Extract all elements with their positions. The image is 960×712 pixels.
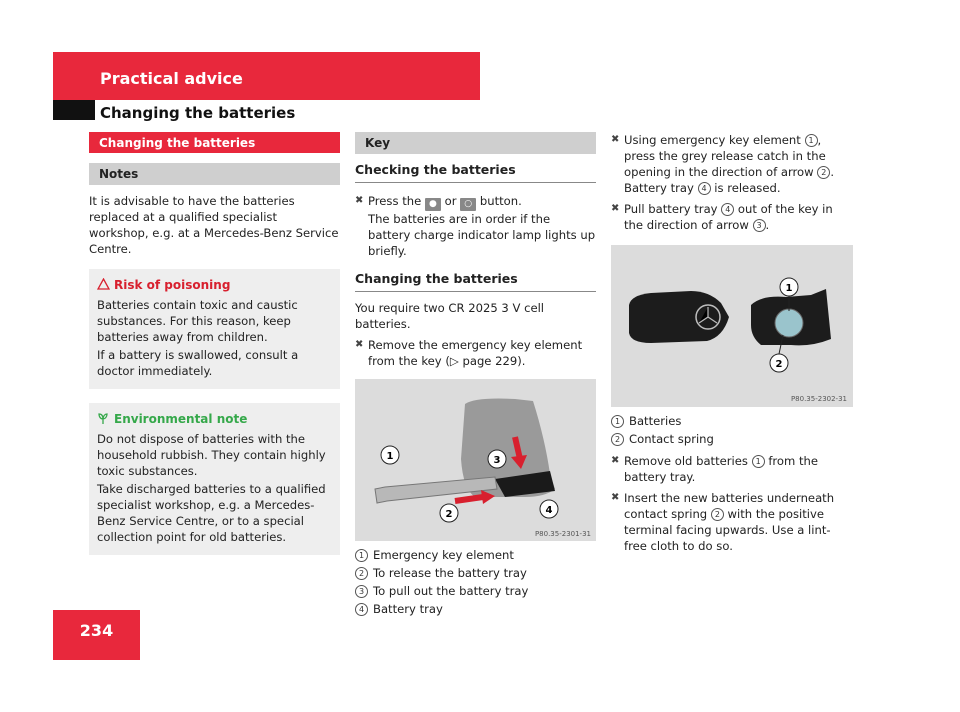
key-legend — [355, 547, 596, 617]
environment-title: Environmental note — [114, 412, 248, 426]
environment-text-1: Do not dispose of batteries with the household rubbish. They contain highly toxic substances. — [97, 432, 326, 478]
svg-text:2: 2 — [775, 359, 783, 370]
legend-item: 2 Contact spring — [611, 431, 853, 447]
warning-box — [89, 269, 340, 389]
svg-text:1: 1 — [386, 451, 394, 462]
battery-photo — [611, 245, 853, 407]
notes-text: It is advisable to have the batteries replaced at a qualified specialist workshop, e.g. at a Mercedes-Benz Service Centre. — [89, 194, 339, 256]
remove-step: ✖ Remove the emergency key element from the key (▷ page 229). — [355, 338, 583, 368]
check-step-result: The batteries are in order if the battery charge indicator lamp lights up briefly. — [368, 212, 596, 258]
checking-heading: Checking the batteries — [355, 162, 596, 183]
warning-title: Risk of poisoning — [114, 278, 231, 292]
column-3 — [611, 132, 853, 554]
environment-box — [89, 403, 340, 555]
arrow-right-icon: ✖ — [611, 455, 620, 466]
arrow-right-icon: ✖ — [355, 339, 364, 350]
leaf-icon — [97, 412, 109, 425]
image-code-2: P80.35-2302-31 — [790, 395, 847, 403]
remove-batteries-step: ✖ Remove old batteries 1 from the battery tray. — [611, 454, 819, 484]
release-step: ✖ Using emergency key element 1 , press the grey release catch in the opening in the direction of arrow 2 . Battery tray 4 is released. — [611, 133, 834, 195]
svg-text:1: 1 — [785, 283, 793, 294]
legend-item: 3 To pull out the battery tray — [355, 583, 596, 599]
battery-illustration — [611, 245, 853, 407]
insert-batteries-step: ✖ Insert the new batteries underneath contact spring 2 with the positive terminal facing upwards. Use a lint-free cloth to do so. — [611, 491, 835, 553]
legend-item: 1 Emergency key element — [355, 547, 596, 563]
column-2 — [355, 132, 596, 617]
page-number: 234 — [79, 621, 114, 640]
unlock-icon: ○ — [460, 198, 476, 211]
header-tab — [53, 100, 95, 120]
warning-triangle-icon — [97, 278, 110, 290]
environment-heading — [97, 411, 332, 427]
arrow-right-icon: ✖ — [611, 134, 620, 145]
warning-text-1: Batteries contain toxic and caustic substances. For this reason, keep batteries away from children. — [97, 298, 298, 344]
legend-item: 4 Battery tray — [355, 601, 596, 617]
svg-text:2: 2 — [445, 509, 453, 520]
notes-heading: Notes — [89, 163, 340, 185]
column-1 — [89, 132, 340, 555]
legend-item: 1 Batteries — [611, 413, 853, 429]
check-step: ✖ Press the ● or ○ button. The batteries are in order if the battery charge indicator lamp lights up briefly. — [355, 194, 596, 258]
warning-heading — [97, 277, 332, 293]
svg-text:3: 3 — [493, 455, 501, 466]
lock-icon: ● — [425, 198, 441, 211]
section-title: Practical advice — [100, 69, 243, 88]
changing-heading: Changing the batteries — [355, 271, 596, 292]
legend-item: 2 To release the battery tray — [355, 565, 596, 581]
arrow-right-icon: ✖ — [355, 195, 364, 206]
require-text: You require two CR 2025 3 V cell batteries. — [355, 301, 545, 331]
environment-text-2: Take discharged batteries to a qualified specialist workshop, e.g. a Mercedes-Benz Service Centre, or to a special collection point for old batteries. — [97, 482, 326, 544]
arrow-right-icon: ✖ — [611, 203, 620, 214]
page-title: Changing the batteries — [100, 104, 296, 122]
key-heading: Key — [355, 132, 596, 154]
image-code-1: P80.35-2301-31 — [534, 530, 591, 538]
key-illustration — [355, 379, 596, 541]
band-title: Changing the batteries — [89, 132, 340, 153]
warning-text-2: If a battery is swallowed, consult a doctor immediately. — [97, 348, 299, 378]
arrow-right-icon: ✖ — [611, 492, 620, 503]
key-photo — [355, 379, 596, 541]
svg-text:4: 4 — [545, 505, 553, 516]
pull-step: ✖ Pull battery tray 4 out of the key in the direction of arrow 3 . — [611, 202, 833, 232]
battery-legend — [611, 413, 853, 447]
